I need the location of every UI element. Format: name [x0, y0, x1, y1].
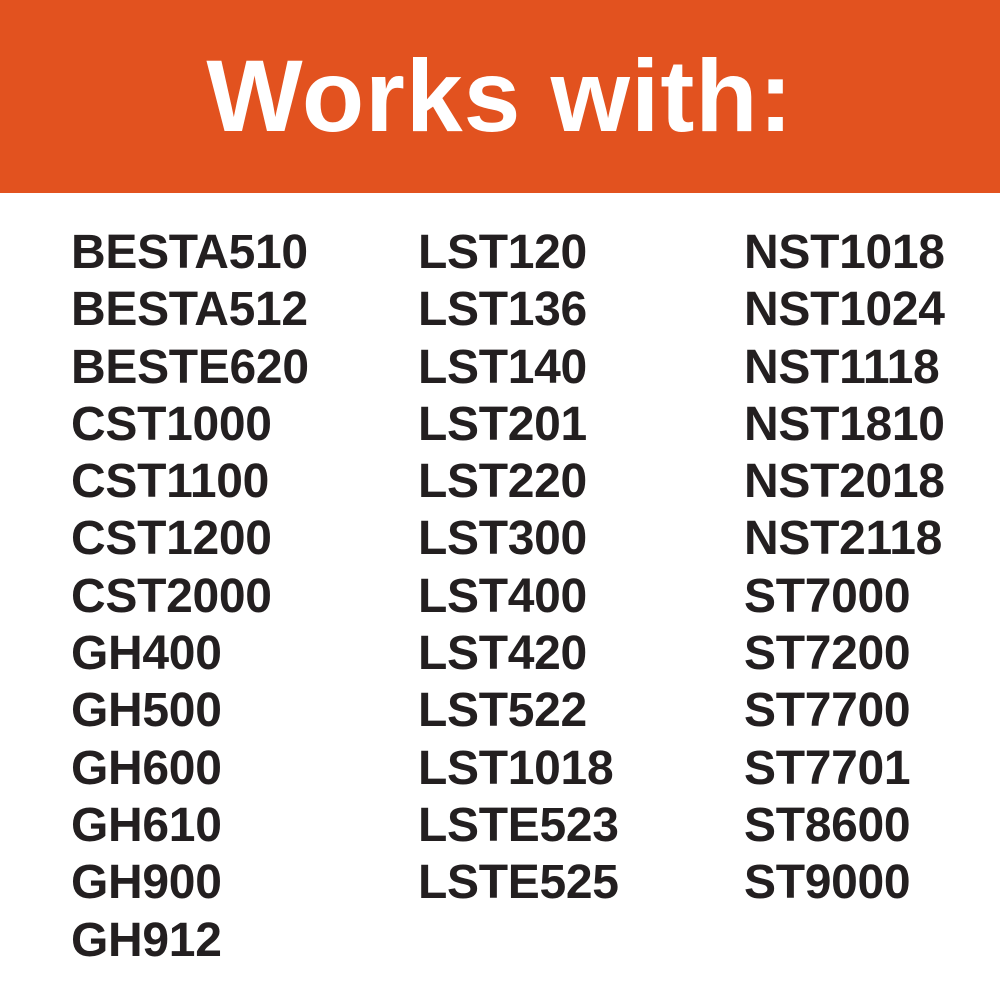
model-number: ST8600	[744, 798, 911, 852]
model-number: GH610	[71, 798, 222, 852]
model-number: CST1200	[71, 512, 272, 566]
model-number: NST2018	[744, 455, 945, 509]
banner-title: Works with:	[206, 39, 794, 153]
model-number: NST2118	[744, 512, 943, 566]
model-number: LST420	[418, 627, 587, 681]
model-number: ST7000	[744, 569, 911, 623]
model-number: CST1100	[71, 455, 270, 509]
model-number: BESTA510	[71, 226, 308, 279]
model-number: LST136	[418, 283, 587, 337]
model-number: LST201	[418, 397, 587, 451]
model-number: GH400	[71, 627, 222, 681]
model-number: LSTE523	[418, 798, 619, 852]
model-number: NST1810	[744, 397, 945, 451]
model-number: CST2000	[71, 569, 272, 623]
model-number: NST1118	[744, 340, 940, 394]
model-number: GH900	[71, 856, 222, 910]
model-number: LSTE525	[418, 856, 619, 910]
model-number: ST7701	[744, 741, 911, 795]
model-column-2	[418, 224, 619, 912]
model-number: ST7200	[744, 627, 911, 681]
model-number: LST120	[418, 226, 587, 279]
model-number: NST1024	[744, 283, 945, 337]
model-number: NST1018	[744, 226, 945, 279]
model-number: BESTE620	[71, 340, 309, 394]
model-number: LST522	[418, 684, 587, 738]
model-number: GH500	[71, 684, 222, 738]
model-number: GH600	[71, 741, 222, 795]
model-number: LST1018	[418, 741, 614, 795]
model-number: ST7700	[744, 684, 911, 738]
model-number: GH912	[71, 913, 222, 967]
model-column-3	[744, 224, 945, 912]
model-number: CST1000	[71, 397, 272, 451]
model-column-1	[71, 224, 309, 969]
model-number: LST400	[418, 569, 587, 623]
model-number: LST220	[418, 455, 587, 509]
model-number: ST9000	[744, 856, 911, 910]
model-number: LST140	[418, 340, 587, 394]
model-number: BESTA512	[71, 283, 308, 337]
model-number: LST300	[418, 512, 587, 566]
